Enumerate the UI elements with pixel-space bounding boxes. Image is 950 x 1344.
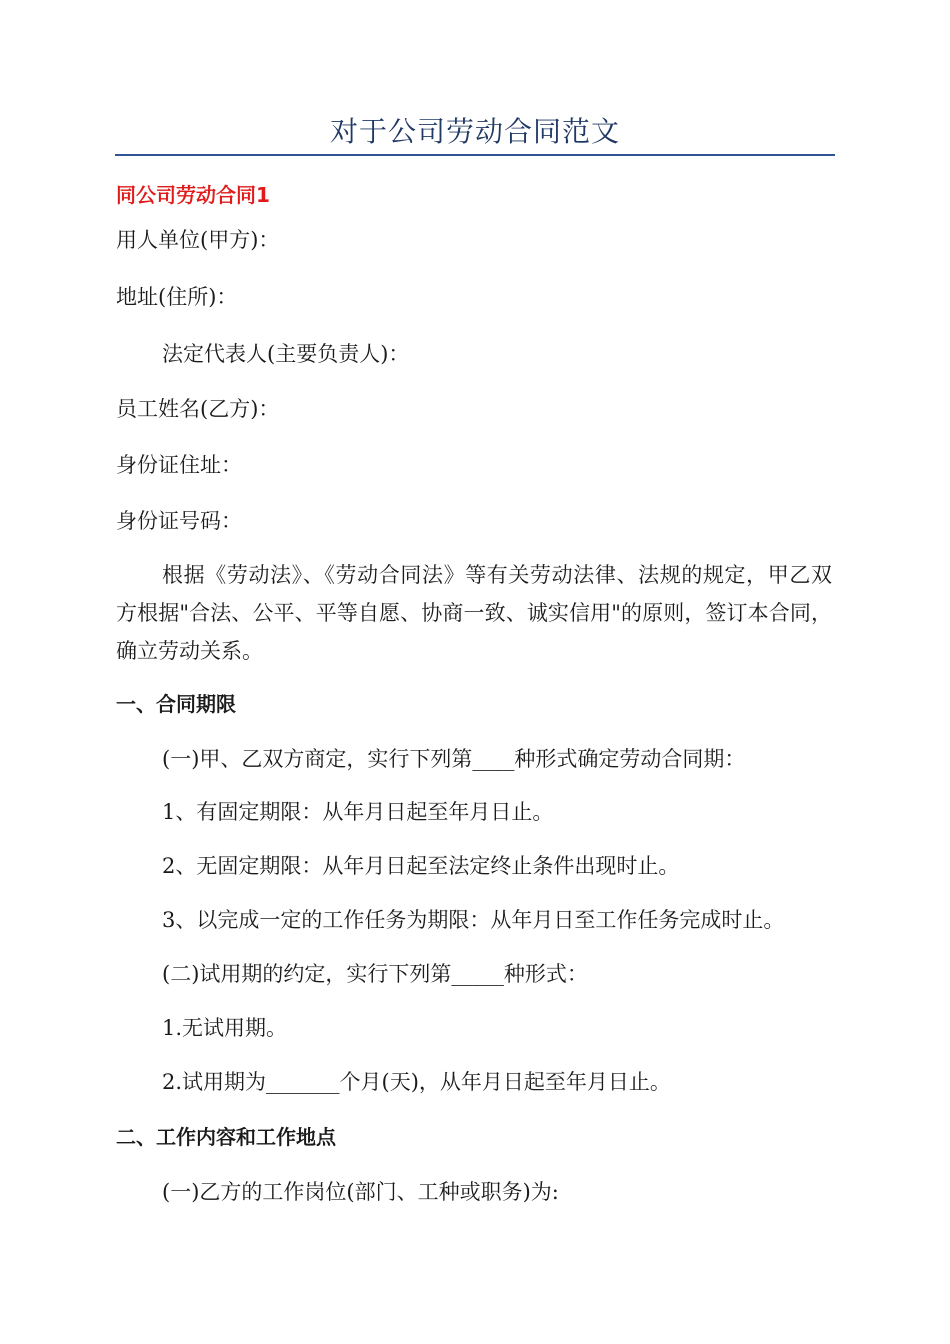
section-1-title: 一、合同期限 bbox=[116, 692, 236, 716]
section-1-line: 3、以完成一定的工作任务为期限：从年月日至工作任务完成时止。 bbox=[162, 908, 785, 932]
field-id-number: 身份证号码： bbox=[116, 509, 242, 533]
field-employer: 用人单位(甲方)： bbox=[116, 228, 280, 252]
section-1-line: (二)试用期的约定，实行下列第_____种形式： bbox=[162, 962, 588, 986]
field-id-address: 身份证住址： bbox=[116, 453, 242, 477]
section-1-line: (一)甲、乙双方商定，实行下列第____种形式确定劳动合同期： bbox=[162, 747, 746, 771]
section-2-title: 二、工作内容和工作地点 bbox=[116, 1125, 336, 1149]
document-title: 对于公司劳动合同范文 bbox=[329, 115, 620, 148]
section-2-line: (一)乙方的工作岗位(部门、工种或职务)为: bbox=[162, 1180, 559, 1204]
title-underline bbox=[115, 154, 835, 156]
section-1-line: 2.试用期为_______个月(天)，从年月日起至年月日止。 bbox=[162, 1070, 671, 1094]
field-employee-name: 员工姓名(乙方)： bbox=[116, 397, 280, 421]
field-address: 地址(住所)： bbox=[116, 285, 238, 309]
section-1-line: 1.无试用期。 bbox=[162, 1016, 288, 1040]
preamble-paragraph: 根据《劳动法》、《劳动合同法》等有关劳动法律、法规的规定，甲乙双方根据"合法、公平、平等自愿、协商一致、诚实信用"的原则，签订本合同，确立劳动关系。 bbox=[116, 563, 832, 663]
contract-heading: 同公司劳动合同1 bbox=[116, 183, 270, 207]
section-1-line: 2、无固定期限：从年月日起至法定终止条件出现时止。 bbox=[162, 854, 680, 878]
field-legal-representative: 法定代表人(主要负责人)： bbox=[162, 342, 410, 366]
section-1-line: 1、有固定期限：从年月日起至年月日止。 bbox=[162, 800, 554, 824]
